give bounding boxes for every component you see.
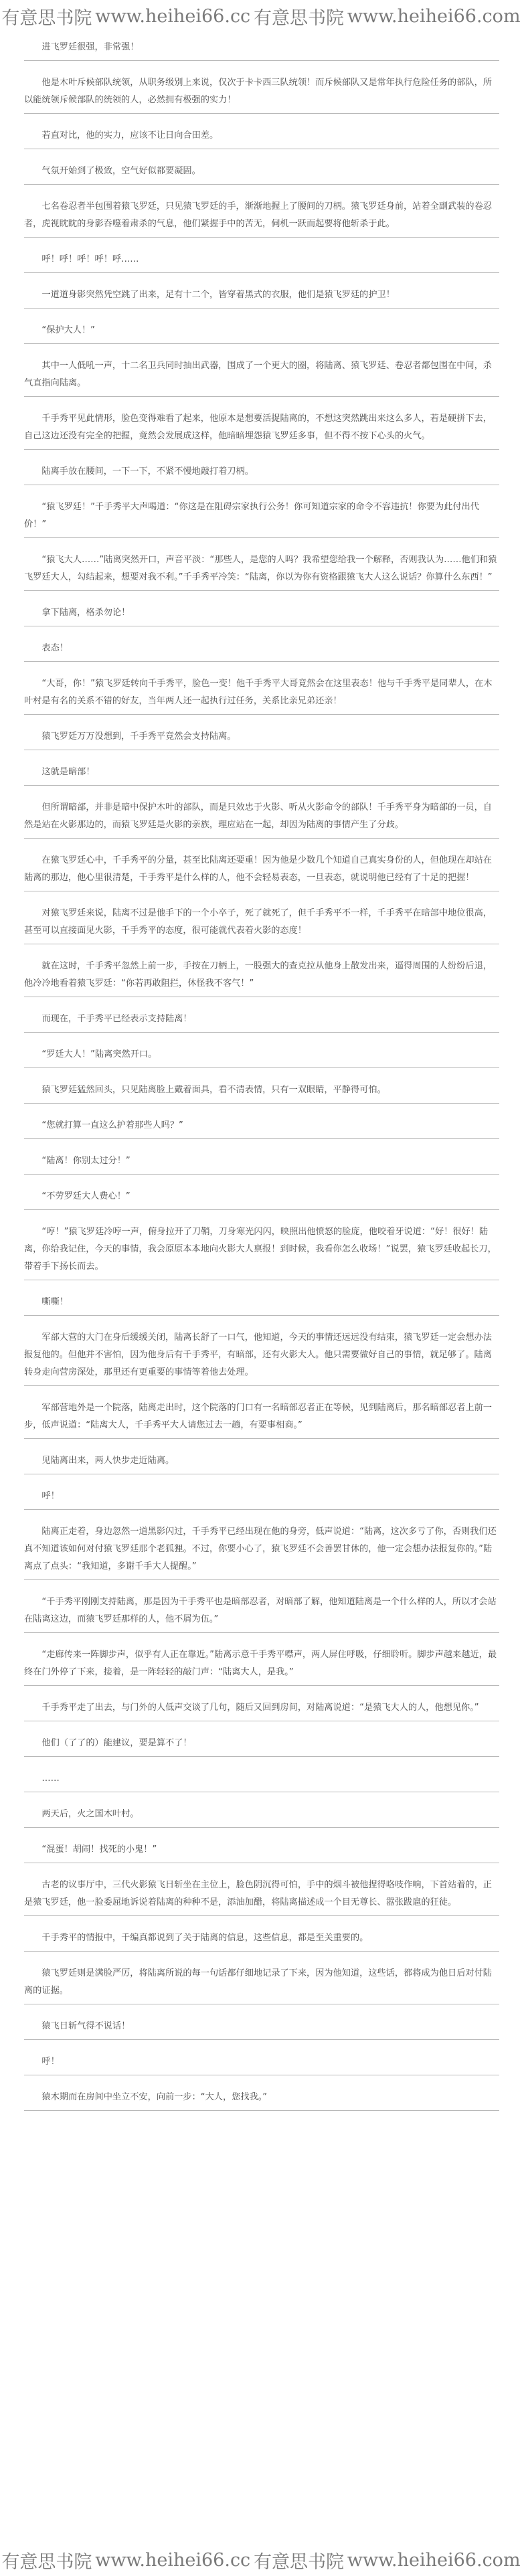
paragraph: 猿飞罗廷万万没想到，千手秀平竟然会支持陆离。	[24, 725, 499, 750]
watermark-segment: 有意思书院	[254, 7, 345, 29]
paragraph: 呼！呼！呼！呼！呼……	[24, 248, 499, 273]
paragraph: 呼！	[24, 2051, 499, 2075]
paragraph: “千手秀平刚刚支持陆离，那是因为千手秀平也是暗部忍者，对暗部了解，他知道陆离是一个什么样的人，所以才会站在陆离这边，而猿飞罗廷那样的人，他不屑为伍。”	[24, 1591, 499, 1633]
paragraph: 拿下陆离，格杀勿论！	[24, 602, 499, 626]
watermark-segment: www.heihei66.com	[347, 5, 521, 27]
paragraph: 猿飞罗廷猛然回头，只见陆离脸上戴着面具，看不清表情，只有一双眼睛，平静得可怕。	[24, 1079, 499, 1104]
paragraph: 军部营地外是一个院落，陆离走出时，这个院落的门口有一名暗部忍者正在等候，见到陆离后，那名暗部忍者上前一步，低声说道：“陆离大人，千手秀平大人请您过去一趟，有要事相商。”	[24, 1397, 499, 1439]
paragraph: 在猿飞罗廷心中，千手秀平的分量，甚至比陆离还要重！因为他是少数几个知道自己真实身份的人，但他现在却站在陆离的那边，他心里很清楚，千手秀平是什么样的人，他不会轻易表态，一旦表态，就说明他已经有了十足的把握！	[24, 849, 499, 891]
watermark-segment: www.heihei66.cc	[95, 2549, 251, 2571]
watermark-segment: www.heihei66.cc	[95, 5, 251, 27]
paragraph: “不劳罗廷大人费心！”	[24, 1185, 499, 1210]
paragraph: 千手秀平的情报中，千编真都说到了关于陆离的信息，这些信息，都是至关重要的。	[24, 1927, 499, 1952]
paragraph: 若直对比，他的实力，应该不让日向合田差。	[24, 124, 499, 149]
paragraph: “混蛋！胡闹！找死的小鬼！”	[24, 1838, 499, 1863]
watermark-segment: www.heihei66.com	[347, 2549, 521, 2571]
top-watermark-bar	[0, 0, 522, 32]
paragraph: “走廊传来一阵脚步声，似乎有人正在靠近。”陆离示意千手秀平噤声，两人屏住呼吸，仔细聆听。脚步声越来越近，最终在门外停了下来，接着，是一阵轻轻的敲门声：“陆离大人，是我。”	[24, 1644, 499, 1686]
paragraph: 陆离正走着，身边忽然一道黑影闪过，千手秀平已经出现在他的身旁，低声说道：“陆离，这次多亏了你，否则我们还真不知道该如何对付猿飞罗廷那个老狐狸。不过，你要小心了，猿飞罗廷不会善罢甘休的，他一定会想办法报复你的。”陆离点了点头：“我知道，多谢千手大人提醒。”	[24, 1521, 499, 1580]
paragraph: 气氛开始到了极致，空气好似都要凝固。	[24, 160, 499, 185]
watermark-segment: 有意思书院	[1, 2551, 92, 2573]
paragraph: 这就是暗部！	[24, 761, 499, 786]
paragraph: 猿飞罗廷则是满脸严厉，将陆离所说的每一句话都仔细地记录了下来，因为他知道，这些话，都将成为他日后对付陆离的证据。	[24, 1962, 499, 2004]
paragraph: 一道道身影突然凭空跳了出来，足有十二个，皆穿着黑式的衣服，他们是猿飞罗廷的护卫！	[24, 284, 499, 309]
paragraph: 呼！	[24, 1485, 499, 1510]
paragraph: 军部大营的大门在身后缓缓关闭，陆离长舒了一口气，他知道，今天的事情还远远没有结束，猿飞罗廷一定会想办法报复他的。但他并不害怕，因为他身后有千手秀平，有暗部，还有火影大人。他只需要做好自己的事情，就足够了。陆离转身走向营房深处，那里还有更重要的事情等着他去处理。	[24, 1326, 499, 1386]
paragraph: 七名卷忍者半包围着猿飞罗廷，只见猿飞罗廷的手，渐渐地握上了腰间的刀柄。猿飞罗廷身前，站着全副武装的卷忍者，虎视眈眈的身影吞噬着肃杀的气息，他们紧握手中的苦无，伺机一跃而起要将他斩杀于此。	[24, 195, 499, 238]
paragraph: ……	[24, 1768, 499, 1792]
paragraph: 他是木叶斥候部队统领，从职务级别上来说，仅次于卡卡西三队统领！而斥候部队又是常年执行危险任务的部队，所以能统领斥候部队的统领的人，必然拥有极强的实力！	[24, 72, 499, 114]
paragraph: 古老的议事厅中，三代火影猿飞日斩坐在主位上，脸色阴沉得可怕，手中的烟斗被他捏得咯吱作响，下首站着的，正是猿飞罗廷，他一脸委屈地诉说着陆离的种种不是，添油加醋，将陆离描述成一个目无尊长、嚣张跋扈的狂徒。	[24, 1874, 499, 1916]
article-body	[24, 36, 499, 2122]
paragraph: “保护大人！”	[24, 319, 499, 344]
paragraph: “哼！”猿飞罗廷冷哼一声，俯身拉开了刀鞘，刀身寒光闪闪，映照出他愤怒的脸庞，他咬着牙说道：“好！很好！陆离，你给我记住，今天的事情，我会原原本本地向火影大人禀报！到时候，我看你怎么收场！”说罢，猿飞罗廷收起长刀，带着手下扬长而去。	[24, 1221, 499, 1280]
paragraph: “罗廷大人！”陆离突然开口。	[24, 1043, 499, 1068]
paragraph: “您就打算一直这么护着那些人吗？”	[24, 1114, 499, 1139]
paragraph: 而现在，千手秀平已经表示支持陆离！	[24, 1008, 499, 1033]
paragraph: 表态！	[24, 637, 499, 662]
paragraph: 千手秀平见此情形，脸色变得难看了起来，他原本是想要活捉陆离的，不想这突然跳出来这么多人，若是硬拼下去，自己这边还没有完全的把握，竟然会发展成这样，他暗暗埋怨猿飞罗廷多事，但不得不按下心头的火气。	[24, 408, 499, 450]
paragraph: 千手秀平走了出去，与门外的人低声交谈了几句，随后又回到房间，对陆离说道：“是猿飞大人的人，他想见你。”	[24, 1697, 499, 1721]
paragraph: 其中一人低吼一声，十二名卫兵同时抽出武器，围成了一个更大的圈，将陆离、猿飞罗廷、卷忍者都包围在中间，杀气直指向陆离。	[24, 355, 499, 397]
paragraph: 就在这时，千手秀平忽然上前一步，手按在刀柄上，一股强大的查克拉从他身上散发出来，逼得周围的人纷纷后退，他冷冷地看着猿飞罗廷：“你若再敢阻拦，休怪我不客气！”	[24, 955, 499, 997]
paragraph: “陆离！你别太过分！”	[24, 1150, 499, 1175]
paragraph: “猿飞罗廷！”千手秀平大声喝道：“你这是在阻碍宗家执行公务！你可知道宗家的命令不容违抗！你要为此付出代价！”	[24, 496, 499, 538]
paragraph: 对猿飞罗廷来说，陆离不过是他手下的一个小卒子，死了就死了，但千手秀平不一样，千手秀平在暗部中地位很高，甚至可以直接面见火影，千手秀平的态度，很可能就代表着火影的态度！	[24, 902, 499, 944]
paragraph: “大哥，你！”猿飞罗廷转向千手秀平，脸色一变！他千手秀平大哥竟然会在这里表态！他与千手秀平是同辈人，在木叶村是有名的关系不错的好友，当年两人还一起执行过任务，关系比亲兄弟还亲！	[24, 673, 499, 715]
paragraph: 陆离手放在腰间，一下一下，不紧不慢地敲打着刀柄。	[24, 460, 499, 485]
paragraph: 两天后，火之国木叶村。	[24, 1803, 499, 1828]
watermark-segment: 有意思书院	[254, 2551, 345, 2573]
paragraph: 猿飞日斩气得不说话！	[24, 2015, 499, 2040]
paragraph: 但所谓暗部，并非是暗中保护木叶的部队，而是只效忠于火影、听从火影命令的部队！千手秀平身为暗部的一员，自然是站在火影那边的，而猿飞罗廷是火影的亲族，理应站在一起，却因为陆离的事情产生了分歧。	[24, 796, 499, 839]
paragraph: “猿飞大人……”陆离突然开口，声音平淡：“那些人，是您的人吗？我希望您给我一个解释，否则我认为……他们和猿飞罗廷大人，勾结起来，想要对我不利。”千手秀平冷笑：“陆离，你以为你有资格跟猿飞大人这么说话？你算什么东西！”	[24, 549, 499, 591]
paragraph: 他们（了了的）能建议，要是算不了！	[24, 1732, 499, 1757]
paragraph: 进飞罗廷很强，非常强！	[24, 36, 499, 61]
paragraph: 猿木期而在房间中坐立不安，向前一步：“大人，您找我。”	[24, 2086, 499, 2111]
paragraph: 见陆离出来，两人快步走近陆离。	[24, 1450, 499, 1474]
paragraph: 嘶嘶！	[24, 1291, 499, 1316]
watermark-segment: 有意思书院	[1, 7, 92, 29]
bottom-watermark-bar	[0, 2544, 522, 2576]
